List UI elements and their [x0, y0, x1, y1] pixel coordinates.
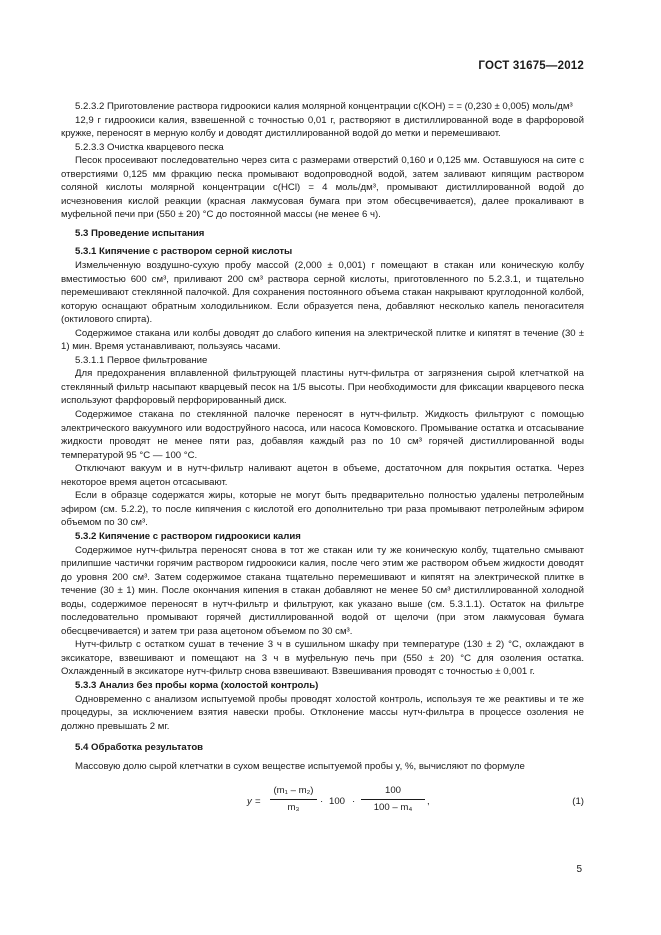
subsection-heading: 5.3.1 Кипячение с раствором серной кислоты — [75, 246, 293, 258]
document-body — [61, 100, 584, 831]
formula-denominator-1: m₃ — [287, 801, 300, 813]
section-heading: 5.3 Проведение испытания — [75, 227, 205, 239]
document-header: ГОСТ 31675—2012 — [478, 60, 584, 72]
subsection-heading: 5.3.3 Анализ без пробы корма (холостой контроль) — [75, 679, 319, 691]
paragraph: Измельченную воздушно-сухую пробу массой (2,000 ± 0,001) г помещают в стакан или коническую колбу вместимостью 600 см³, приливают 200 см³ раствора серной кислоты, приготовленного по 5.2.3.1, и тщательно перемешивают стеклянной палочкой. Для сохранения постоянного объема стакан накрывают круглодонной колбой, которую оснащают обратным холодильником. Если образуется пена, добавляют несколько капель пеногасителя (октилового спирта). — [61, 260, 584, 326]
paragraph: Отключают вакуум и в нутч-фильтр наливают ацетон в объеме, достаточном для покрытия остатка. Через некоторое время ацетон отсасывают. — [61, 463, 584, 488]
paragraph: Если в образце содержатся жиры, которые не могут быть предварительно полностью удалены петролейным эфиром (см. 5.2.2), то после кипячения с кислотой его дополнительно три раза промывают петролейным эфиром объемом по 30 см³. — [61, 490, 584, 529]
paragraph: Одновременно с анализом испытуемой пробы проводят холостой контроль, используя те же реактивы и те же процедуры, за исключением взятия навески пробы. Отклонение массы нутч-фильтра в процессе озоления не должно превышать 2 мг. — [61, 693, 584, 732]
paragraph: Содержимое стакана или колбы доводят до слабого кипения на электрической плитке и кипятят в течение (30 ± 1) мин. Время устанавливают, пользуясь часами. — [61, 327, 584, 353]
page-number: 5 — [576, 864, 582, 875]
formula-numerator-2: 100 — [361, 784, 425, 800]
formula-denominator-2: 100 – m₄ — [373, 801, 413, 813]
formula-comma: , — [427, 796, 430, 808]
paragraph: Для предохранения вплавленной фильтрующей пластины нутч-фильтра от загрязнения сырой клетчаткой на стеклянный фильтр насыпают кварцевый песок на 1/5 высоты. При необходимости для фиксации кварцевого песка используют фарфоровый перфорированный диск. — [61, 368, 584, 407]
paragraph: Массовую долю сырой клетчатки в сухом веществе испытуемой пробы y, %, вычисляют по формуле — [75, 760, 525, 772]
paragraph: Нутч-фильтр с остатком сушат в течение 3 ч в сушильном шкафу при температуре (130 ± 2) °С, охлаждают в эксикаторе, взвешивают и помещают на 3 ч в муфельную печь при (550 ± 20) °С для озоления остатка. Охлажденный в эксикаторе нутч-фильтр снова взвешивают. Взвешивания проводят с точностью ± 0,001 г. — [61, 639, 584, 678]
section-heading: 5.4 Обработка результатов — [75, 742, 204, 754]
paragraph: Содержимое нутч-фильтра переносят снова в тот же стакан или ту же коническую колбу, тщательно смывают прилипшие частички горячим раствором гидроокиси калия, после чего этим же раствором объем жидкости доводят до уровня 200 см³. Затем содержимое стакана тщательно перемешивают и кипятят на электрической плитке в течение (30 ± 1) мин. После окончания кипения в стакан добавляют не менее 50 см³ дистиллированной холодной воды, содержимое переносят в нутч-фильтр и фильтруют, как указано выше (см. 5.3.1.1). Остаток на фильтре последовательно промывают горячей дистиллированной водой от щелочи (при этом лакмусовая бумага обесцвечивается) и затем три раза ацетоном объемом по 30 см³. — [61, 544, 584, 637]
subsection-heading: 5.3.2 Кипячение с раствором гидроокиси калия — [75, 530, 301, 542]
paragraph: 12,9 г гидроокиси калия, взвешенной с точностью 0,01 г, растворяют в дистиллированной воде в фарфоровой кружке, переносят в мерную колбу и доводят дистиллированной водой до метки и перемешивают. — [61, 114, 584, 140]
formula-numerator-1: (m₁ – m₂) — [270, 784, 317, 800]
formula-equals: = — [255, 796, 261, 808]
formula-multiply: · — [352, 796, 356, 808]
subsection-heading: 5.3.1.1 Первое фильтрование — [75, 354, 208, 366]
formula-multiply: · — [320, 796, 324, 808]
formula-fraction-2 — [361, 784, 425, 814]
paragraph: Песок просеивают последовательно через сита с размерами отверстий 0,160 и 0,125 мм. Оставшуюся на сите с отверстиями 0,125 мм фракцию песка промывают водопроводной водой, затем заливают кипящим раствором соляной кислоты молярной концентрации c(HCl) = 4 моль/дм³, промывают дистиллированной водой до исчезновения кислой реакции (красная лакмусовая бумага при этом обесцвечивается), далее прокаливают в муфельной печи при (550 ± 20) °С до постоянной массы (не менее 6 ч). — [61, 155, 584, 221]
paragraph: Содержимое стакана по стеклянной палочке переносят в нутч-фильтр. Жидкость фильтруют с помощью электрического вакуумного или водоструйного насоса, или насоса Комовского. Промывание остатка и отсасывание жидкости проводят не менее пяти раз, добавляя каждый раз по 10 см³ горячей дистиллированной воды температурой 95 °С — 100 °С. — [61, 409, 584, 461]
formula-fraction-1 — [270, 784, 317, 814]
formula — [61, 781, 584, 831]
subsection-heading: 5.2.3.3 Очистка кварцевого песка — [75, 141, 224, 153]
formula-lhs: y — [247, 796, 252, 808]
formula-number: (1) — [572, 796, 584, 808]
formula-constant: 100 — [329, 796, 346, 808]
paragraph: 5.2.3.2 Приготовление раствора гидроокиси калия молярной концентрации c(KOH) = = (0,230 ± 0,005) моль/дм³ — [75, 101, 573, 112]
